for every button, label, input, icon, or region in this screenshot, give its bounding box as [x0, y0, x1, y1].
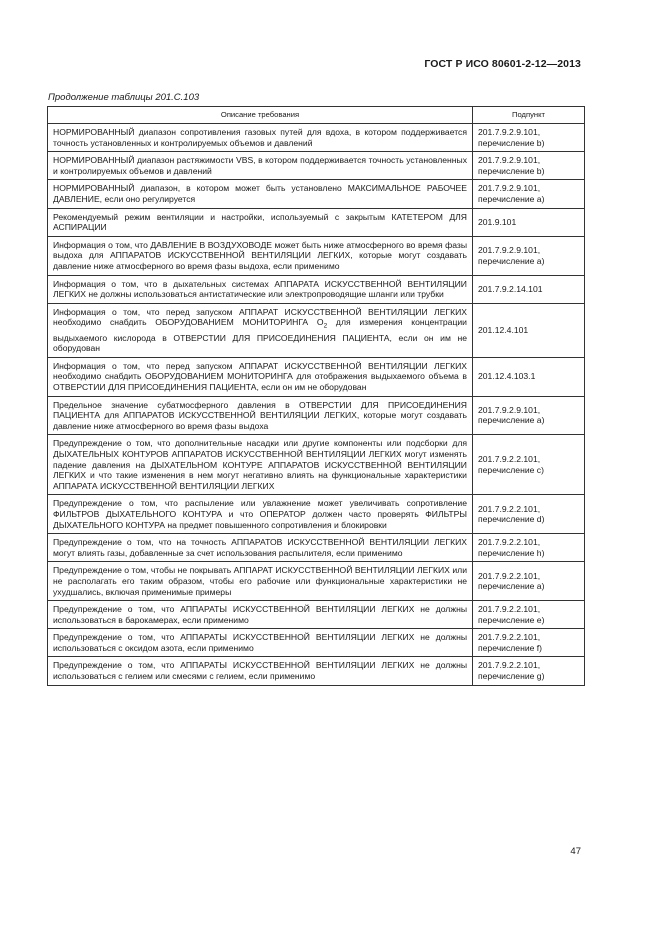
subclause-reference: 201.7.9.2.14.101 — [473, 275, 585, 303]
table-row — [48, 357, 585, 396]
subclause-reference: 201.7.9.2.9.101, перечисление a) — [473, 396, 585, 435]
table-caption: Продолжение таблицы 201.C.103 — [48, 92, 200, 103]
requirement-description: НОРМИРОВАННЫЙ диапазон сопротивления газовых путей для вдоха, в котором поддерживается точность установленных и контролируемых объемов и давлений — [48, 124, 473, 152]
table-row — [48, 208, 585, 236]
description-text: Информация о том, что перед запуском АППАРАТ ИСКУССТВЕННОЙ ВЕНТИЛЯЦИИ ЛЕГКИХ необходимо снабдить ОБОРУДОВАНИЕМ МОНИТОРИНГА О — [53, 306, 467, 328]
subclause-reference: 201.7.9.2.2.101, перечисление f) — [473, 629, 585, 657]
table-row — [48, 562, 585, 601]
requirement-description: Информация о том, что в дыхательных системах АППАРАТА ИСКУССТВЕННОЙ ВЕНТИЛЯЦИИ ЛЕГКИХ не должны использоваться антистатические или электропроводящие шланги или трубки — [48, 275, 473, 303]
requirement-description: Предупреждение о том, что распыление или увлажнение может увеличивать сопротивление ФИЛЬТРОВ ДЫХАТЕЛЬНОГО КОНТУРА и что ОПЕРАТОР должен часто проверять ФИЛЬТРЫ ДЫХАТЕЛЬНОГО КОНТУРА на предмет повышенного сопротивления и блокировки — [48, 495, 473, 534]
subclause-reference: 201.7.9.2.2.101, перечисление d) — [473, 495, 585, 534]
subclause-reference: 201.9.101 — [473, 208, 585, 236]
subclause-reference: 201.7.9.2.2.101, перечисление c) — [473, 435, 585, 495]
table-row — [48, 629, 585, 657]
table-row — [48, 275, 585, 303]
requirements-table — [47, 106, 585, 686]
table-row — [48, 534, 585, 562]
subclause-reference: 201.7.9.2.9.101, перечисление b) — [473, 124, 585, 152]
requirement-description: НОРМИРОВАННЫЙ диапазон, в котором может быть установлено МАКСИМАЛЬНОЕ РАБОЧЕЕ ДАВЛЕНИЕ, если оно регулируется — [48, 180, 473, 208]
column-header-subclause: Подпункт — [473, 107, 585, 124]
requirement-description: НОРМИРОВАННЫЙ диапазон растяжимости VBS, в котором поддерживается точность установленных и контролируемых объемов и давлений — [48, 152, 473, 180]
table-row — [48, 495, 585, 534]
subclause-reference: 201.12.4.103.1 — [473, 357, 585, 396]
requirement-description: Информация о том, что ДАВЛЕНИЕ В ВОЗДУХОВОДЕ может быть ниже атмосферного во время фазы выдоха для АППАРАТОВ ИСКУССТВЕННОЙ ВЕНТИЛЯЦИИ ЛЕГКИХ, которые могут создавать давление ниже атмосферного во время фазы выдоха, если применимо — [48, 236, 473, 275]
requirement-description: Предупреждение о том, что на точность АППАРАТОВ ИСКУССТВЕННОЙ ВЕНТИЛЯЦИИ ЛЕГКИХ могут влиять газы, добавленные за счет использования распылителя, если применимо — [48, 534, 473, 562]
subclause-reference: 201.12.4.101 — [473, 303, 585, 357]
subclause-reference: 201.7.9.2.9.101, перечисление a) — [473, 180, 585, 208]
subclause-reference: 201.7.9.2.9.101, перечисление a) — [473, 236, 585, 275]
table-row — [48, 180, 585, 208]
requirement-description: Предупреждение о том, что АППАРАТЫ ИСКУССТВЕННОЙ ВЕНТИЛЯЦИИ ЛЕГКИХ не должны использоваться в барокамерах, если применимо — [48, 601, 473, 629]
subclause-reference: 201.7.9.2.2.101, перечисление h) — [473, 534, 585, 562]
subclause-reference: 201.7.9.2.9.101, перечисление b) — [473, 152, 585, 180]
requirement-description: Предупреждение о том, что дополнительные насадки или другие компоненты или подсборки для ДЫХАТЕЛЬНЫХ КОНТУРОВ АППАРАТОВ ИСКУССТВЕННОЙ ВЕНТИЛЯЦИИ ЛЕГКИХ могут изменять падение давления на ДЫХАТЕЛЬНОМ КОНТУРЕ АППАРАТОВ ИСКУССТВЕННОЙ ВЕНТИЛЯЦИИ ЛЕГКИХ и что такие изменения в нем могут негативно влиять на функциональные характеристики АППАРАТА ИСКУССТВЕННОЙ ВЕНТИЛЯЦИИ ЛЕГКИХ — [48, 435, 473, 495]
subclause-reference: 201.7.9.2.2.101, перечисление a) — [473, 562, 585, 601]
table-row — [48, 435, 585, 495]
table-row — [48, 396, 585, 435]
page-number: 47 — [570, 846, 581, 857]
table-row — [48, 152, 585, 180]
requirement-description: Рекомендуемый режим вентиляции и настройки, используемый с закрытым КАТЕТЕРОМ ДЛЯ АСПИРАЦИИ — [48, 208, 473, 236]
requirement-description: Предупреждение о том, что АППАРАТЫ ИСКУССТВЕННОЙ ВЕНТИЛЯЦИИ ЛЕГКИХ не должны использоваться с оксидом азота, если применимо — [48, 629, 473, 657]
requirement-description: Предупреждение о том, чтобы не покрывать АППАРАТ ИСКУССТВЕННОЙ ВЕНТИЛЯЦИИ ЛЕГКИХ или не располагать его таким образом, чтобы его рабочие или функциональные характеристики не ухудшались, включая применимые примеры — [48, 562, 473, 601]
subclause-reference: 201.7.9.2.2.101, перечисление g) — [473, 657, 585, 685]
description-text: для измерения концентрации выдыхаемого кислорода в ОТВЕРСТИИ ДЛЯ ПРИСОЕДИНЕНИЯ ПАЦИЕНТА, если он им не оборудован — [53, 317, 467, 354]
requirement-description — [48, 303, 473, 357]
document-header: ГОСТ Р ИСО 80601-2-12—2013 — [424, 58, 581, 70]
table-row — [48, 657, 585, 685]
column-header-description: Описание требования — [48, 107, 473, 124]
table-row — [48, 124, 585, 152]
requirement-description: Предельное значение субатмосферного давления в ОТВЕРСТИИ ДЛЯ ПРИСОЕДИНЕНИЯ ПАЦИЕНТА для АППАРАТОВ ИСКУССТВЕННОЙ ВЕНТИЛЯЦИИ ЛЕГКИХ, которые могут создавать давление ниже атмосферного во время фазы выдоха — [48, 396, 473, 435]
requirement-description: Информация о том, что перед запуском АППАРАТ ИСКУССТВЕННОЙ ВЕНТИЛЯЦИИ ЛЕГКИХ необходимо снабдить ОБОРУДОВАНИЕМ МОНИТОРИНГА для отображения выдыхаемого объема в ОТВЕРСТИИ ДЛЯ ПРИСОЕДИНЕНИЯ ПАЦИЕНТА, если он им не оборудован — [48, 357, 473, 396]
subscript-2: 2 — [323, 323, 328, 331]
table-row — [48, 303, 585, 357]
table-header-row — [48, 107, 585, 124]
table-row — [48, 601, 585, 629]
subclause-reference: 201.7.9.2.2.101, перечисление e) — [473, 601, 585, 629]
table-row — [48, 236, 585, 275]
requirement-description: Предупреждение о том, что АППАРАТЫ ИСКУССТВЕННОЙ ВЕНТИЛЯЦИИ ЛЕГКИХ не должны использоваться с гелием или смесями с гелием, если применимо — [48, 657, 473, 685]
